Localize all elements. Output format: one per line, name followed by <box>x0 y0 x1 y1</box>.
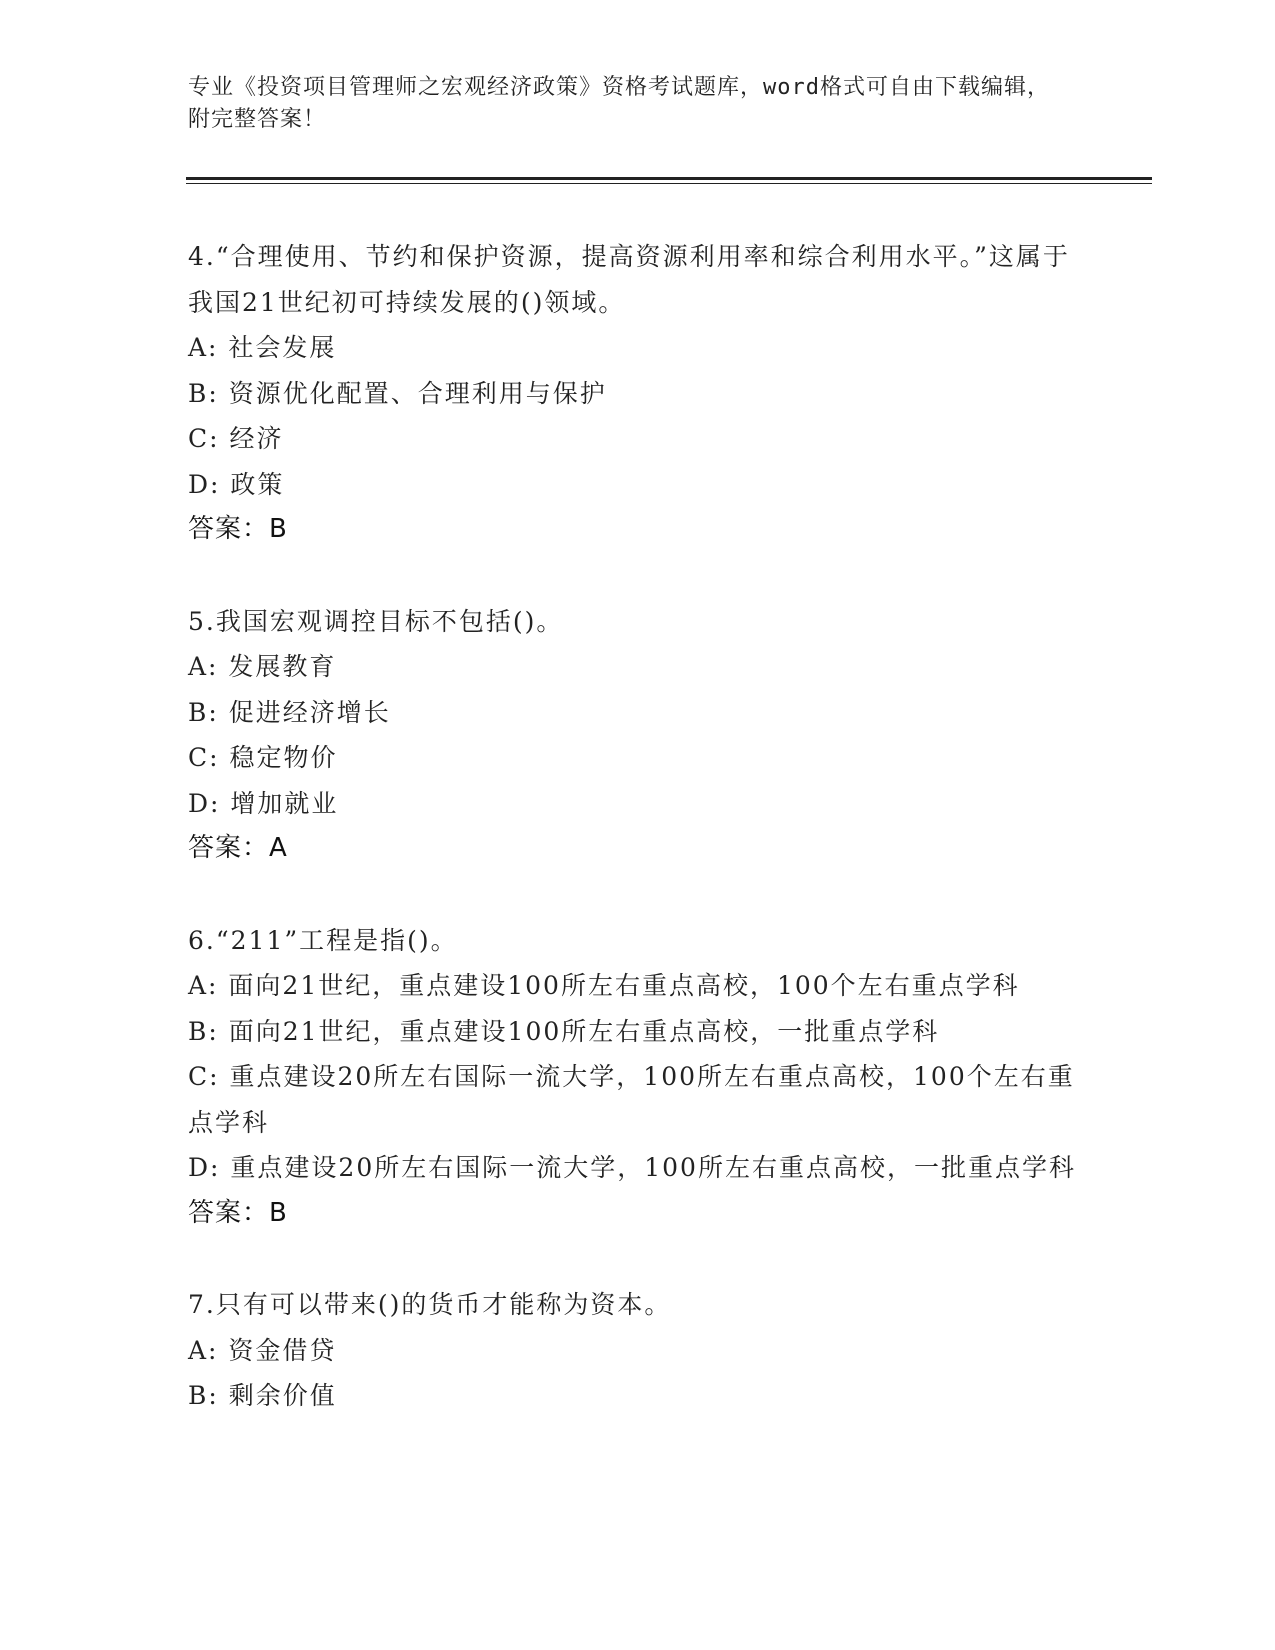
question-7 <box>188 1282 1088 1419</box>
option-a: A: 发展教育 <box>188 652 337 681</box>
answer-line: 答案：B <box>188 514 288 544</box>
question-stem: 6.“211”工程是指()。 <box>188 925 458 955</box>
document-header: 专业《投资项目管理师之宏观经济政策》资格考试题库，word格式可自由下载编辑，附完整答案！ <box>188 75 1050 132</box>
header-divider-thin <box>186 183 1152 184</box>
option-c: C: 重点建设20所左右国际一流大学，100所左右重点高校，100个左右重点学科 <box>188 1062 1075 1137</box>
header-divider-thick <box>186 177 1152 180</box>
option-a: A: 社会发展 <box>188 333 337 362</box>
answer-line: 答案：A <box>188 833 288 863</box>
question-6 <box>188 918 1088 1237</box>
option-b: B: 面向21世纪，重点建设100所左右重点高校，一批重点学科 <box>188 1016 940 1046</box>
question-list <box>188 234 1088 1465</box>
question-stem: 4.“合理使用、节约和保护资源，提高资源利用率和综合利用水平。”这属于我国21世纪初可持续发展的()领域。 <box>188 242 1070 317</box>
question-stem: 7.只有可以带来()的货币才能称为资本。 <box>188 1290 672 1319</box>
question-stem: 5.我国宏观调控目标不包括()。 <box>188 606 564 636</box>
option-d: D: 政策 <box>188 469 285 499</box>
option-c: C: 经济 <box>188 424 284 453</box>
question-4 <box>188 234 1088 553</box>
option-a: A: 面向21世纪，重点建设100所左右重点高校，100个左右重点学科 <box>188 971 1020 1000</box>
option-c: C: 稳定物价 <box>188 743 338 772</box>
option-d: D: 增加就业 <box>188 788 339 818</box>
option-a: A: 资金借贷 <box>188 1335 337 1365</box>
question-5 <box>188 599 1088 872</box>
option-b: B: 资源优化配置、合理利用与保护 <box>188 378 607 408</box>
answer-line: 答案：B <box>188 1197 288 1228</box>
option-d: D: 重点建设20所左右国际一流大学，100所左右重点高校，一批重点学科 <box>188 1153 1076 1182</box>
option-b: B: 促进经济增长 <box>188 697 391 727</box>
option-b: B: 剩余价值 <box>188 1381 337 1410</box>
